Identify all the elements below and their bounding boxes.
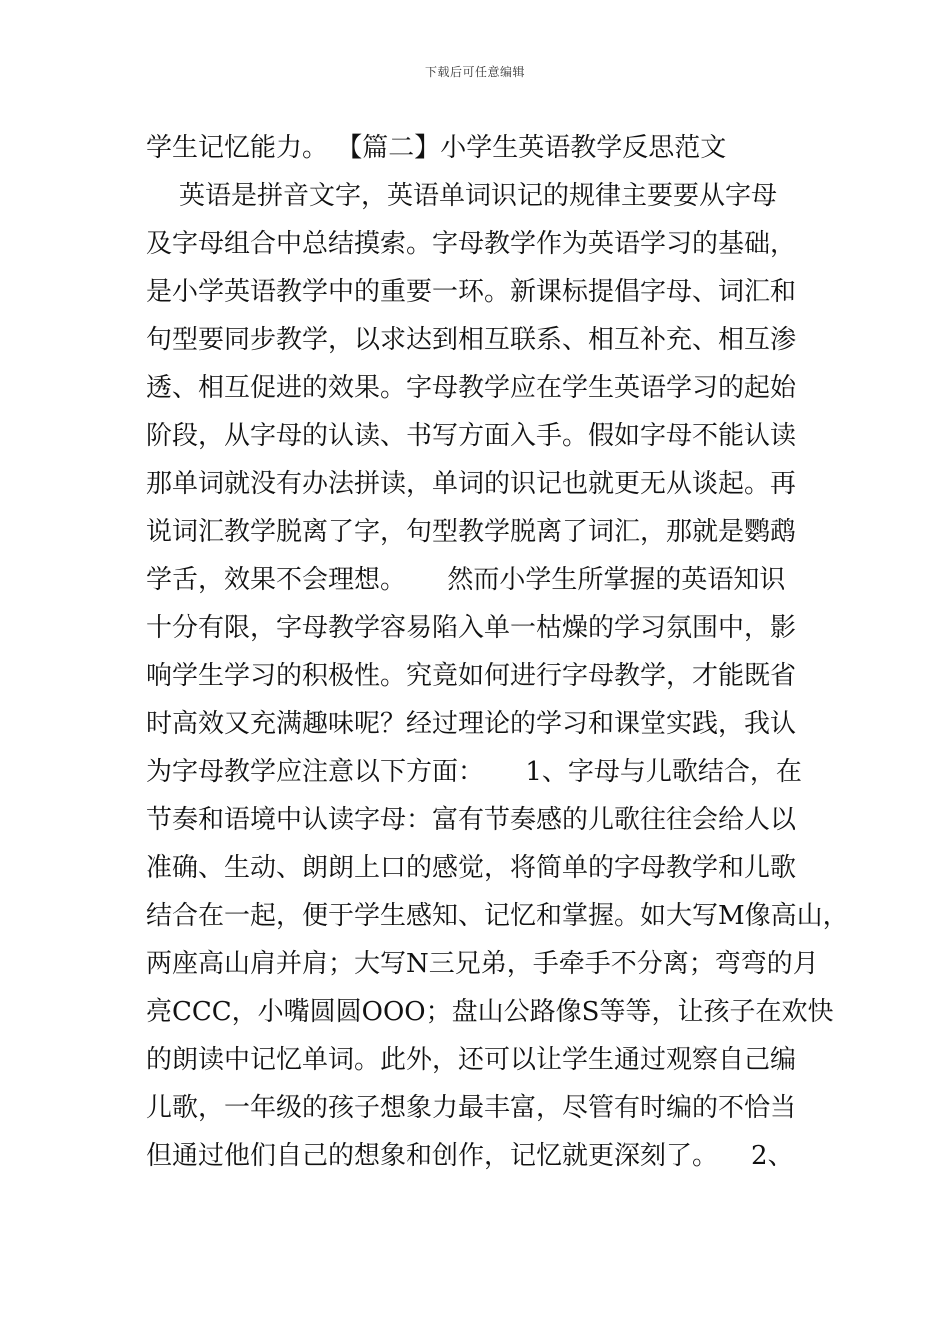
text-line: 学生记忆能力。 【篇二】小学生英语教学反思范文 [146,133,727,163]
text-line: 响学生学习的积极性。究竟如何进行字母教学，才能既省 [146,661,797,691]
text-line: 准确、生动、朗朗上口的感觉，将简单的字母教学和儿歌 [146,853,797,883]
text-line: 是小学英语教学中的重要一环。新课标提倡字母、词汇和 [146,277,797,307]
text-line: 那单词就没有办法拼读，单词的识记也就更无从谈起。再 [146,469,797,499]
text-line: 学舌，效果不会理想。 然而小学生所掌握的英语知识 [146,565,786,595]
text-line: 的朗读中记忆单词。此外，还可以让学生通过观察自己编 [146,1045,797,1075]
text-line: 两座高山肩并肩；大写N三兄弟，手牵手不分离；弯弯的月 [146,949,819,979]
text-line: 透、相互促进的效果。字母教学应在学生英语学习的起始 [146,373,797,403]
text-line: 英语是拼音文字，英语单词识记的规律主要要从字母 [146,181,778,211]
text-line: 儿歌，一年级的孩子想象力最丰富，尽管有时编的不恰当 [146,1093,797,1123]
text-line: 节奏和语境中认读字母：富有节奏感的儿歌往往会给人以 [146,805,797,835]
text-line: 但通过他们自己的想象和创作，记忆就更深刻了。 2、 [146,1141,794,1171]
text-line: 十分有限，字母教学容易陷入单一枯燥的学习氛围中，影 [146,613,797,643]
text-line: 句型要同步教学，以求达到相互联系、相互补充、相互渗 [146,325,797,355]
text-line: 阶段，从字母的认读、书写方面入手。假如字母不能认读 [146,421,797,451]
text-line: 说词汇教学脱离了字，句型教学脱离了词汇，那就是鹦鹉 [146,517,797,547]
body-text [146,124,849,1180]
text-line: 及字母组合中总结摸索。字母教学作为英语学习的基础， [146,229,797,259]
text-line: 为字母教学应注意以下方面： 1、字母与儿歌结合，在 [146,757,802,787]
page-header: 下载后可任意编辑 [424,65,525,79]
text-line: 亮CCC，小嘴圆圆OOO；盘山公路像S等等，让孩子在欢快 [146,997,834,1027]
text-line: 结合在一起，便于学生感知、记忆和掌握。如大写M像高山， [146,901,849,931]
text-line: 时高效又充满趣味呢？经过理论的学习和课堂实践，我认 [146,709,797,739]
